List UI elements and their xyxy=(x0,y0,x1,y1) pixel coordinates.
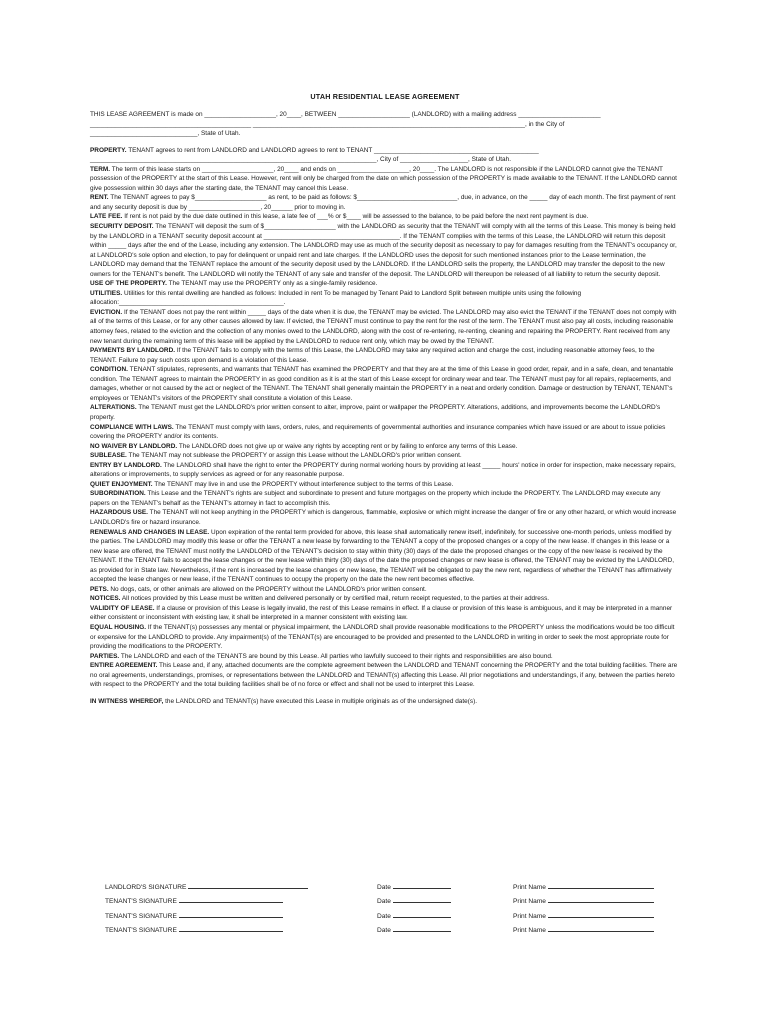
signature-label: LANDLORD'S SIGNATURE xyxy=(105,884,187,892)
clause-heading: NOTICES. xyxy=(90,595,121,603)
clause-text: No dogs, cats, or other animals are allowed on the PROPERTY without the LANDLORD's prior written consent. xyxy=(110,585,427,593)
clause-text: This Lease and, if any, attached documents are the complete agreement between the LANDLORD and TENANT concerning the PROPERTY and the total building facilities. There are no oral agreements, understandings, promises, or representations between the LANDLORD and TENANT(s) affecting this Lease. All prior negotiations and understandings, if any, between the parties hereto with respect to the PROPERTY and the total building facilities shall be of no force or effect and shall not be used to interpret this Lease. xyxy=(90,662,678,689)
clause-heading: COMPLIANCE WITH LAWS. xyxy=(90,423,174,431)
lease-clause xyxy=(90,165,680,194)
clause-text: All notices provided by this Lease must be written and delivered personally or by certified mail, return receipt requested, to the parties at their address. xyxy=(121,595,550,603)
clause-heading: SECURITY DEPOSIT. xyxy=(90,223,154,231)
lease-clause xyxy=(90,528,680,585)
clause-text: TENANT stipulates, represents, and warrants that TENANT has examined the PROPERTY and that they are at the time of this Lease in good order, repair, and in a safe, clean, and tenantable condition. The TENANT agrees to maintain the PROPERTY in as good condition as it is at the start of this Lease except for ordinary wear and tear. The TENANT must pay for all repairs, replacements, and damages, whether or not caused by the act or neglect of the TENANT. The TENANT shall generally maintain the PROPERTY in a neat and orderly condition. Damage or destruction by TENANT, TENANT's employees or TENANT's visitors of the PROPERTY shall constitute a violation of this Lease. xyxy=(90,366,674,402)
clause-heading: VALIDITY OF LEASE. xyxy=(90,604,155,612)
document-title: UTAH RESIDENTIAL LEASE AGREEMENT xyxy=(310,92,460,101)
print-name-label: Print Name xyxy=(513,898,546,906)
clause-heading: QUIET ENJOYMENT. xyxy=(90,480,153,488)
clause-heading: UTILITIES. xyxy=(90,289,123,297)
lease-sections xyxy=(90,146,680,690)
clause-text: The TENANT may use the PROPERTY only as a single-family residence. xyxy=(168,280,378,288)
clause-heading: PAYMENTS BY LANDLORD. xyxy=(90,347,176,355)
lease-clause xyxy=(90,146,680,165)
signature-row xyxy=(105,905,675,919)
clause-text: The term of this lease starts on ____________________, 20____ and ends on ____________________, 20____. The LANDLORD is not responsible if the LANDLORD cannot give the TENANT possession of the PROPERTY at the start of this Lease. However, rent will only be charged from the date on which possession of the PROPERTY is made available to the TENANT. If the LANDLORD cannot give possession within 30 days after the starting date, the TENANT may cancel this Lease. xyxy=(90,165,677,192)
lease-clause xyxy=(90,423,680,442)
date-label: Date xyxy=(377,884,391,892)
lease-clause xyxy=(90,279,680,289)
witness-heading: IN WITNESS WHEREOF, xyxy=(90,697,164,705)
clause-heading: ENTRY BY LANDLORD. xyxy=(90,461,162,469)
clause-heading: RENEWALS AND CHANGES IN LEASE. xyxy=(90,528,210,536)
lease-clause xyxy=(90,623,680,652)
lease-clause xyxy=(90,508,680,527)
intro-line: THIS LEASE AGREEMENT is made on ____________________, 20____, BETWEEN ____________________ (LANDLORD) with a mailing address _______________________ xyxy=(90,111,601,118)
lease-clause xyxy=(90,365,680,403)
lease-clause xyxy=(90,346,680,365)
clause-text: Upon expiration of the rental term provided for above, this lease shall automatically renew itself, indefinitely, for successive one-month periods, unless modified by the parties. The LANDLORD may modify this lease or offer the TENANT a new lease by forwarding to the TENANT a copy of the proposed changes or a copy of the new lease. If changes in this lease or a new lease are offered, the TENANT must notify the LANDLORD of the TENANT's decision to stay within thirty (30) days of the date the proposed changes or the copy of the new lease is received by the TENANT. If the TENANT fails to accept the lease changes or the new lease within thirty (30) days of the date the proposed changes or new lease is offered, the TENANT may be evicted by the LANDLORD, as provided for in State law. Nevertheless, if the rent is increased by the lease changes or new lease, the TENANT will be obligated to pay the new rent, regardless of whether the TENANT has affirmatively accepted the lease changes or new lease, if the TENANT continues to occupy the property on the date the new rent becomes effective. xyxy=(90,528,675,584)
clause-text: Utilities for this rental dwelling are handled as follows: Included in rent To be managed by Tenant Paid to Landlord Split between multiple units using the following allocation:______________________________________________. xyxy=(90,289,582,307)
clause-text: If a clause or provision of this Lease is legally invalid, the rest of this Lease remains in effect. If a clause or provision of this lease is ambiguous, and it may be interpreted in a manner either consistent or inconsistent with existing law, it shall be interpreted in a manner consistent with existing law. xyxy=(90,604,673,622)
date-label: Date xyxy=(377,926,391,934)
print-name-line[interactable] xyxy=(548,925,654,932)
print-name-line[interactable] xyxy=(548,882,654,889)
date-label: Date xyxy=(377,898,391,906)
clause-text: If the TENANT(s) possesses any mental or physical impairment, the LANDLORD shall provide reasonable modifications to the PROPERTY unless the modifications would be too difficult or expensive for the LANDLORD to provide. Any impairment(s) of the TENANT(s) are encouraged to be provided and presented to the LANDLORD in writing in order to seek the most appropriate route for providing the modifications to the PROPERTY. xyxy=(90,623,675,651)
lease-clause xyxy=(90,289,680,308)
date-line[interactable] xyxy=(393,925,451,932)
lease-clause xyxy=(90,652,680,662)
signature-line[interactable] xyxy=(179,896,283,903)
clause-text: The TENANT may not sublease the PROPERTY or assign this Lease without the LANDLORD's prior written consent. xyxy=(128,452,462,460)
signature-label: TENANT'S SIGNATURE xyxy=(105,926,177,934)
clause-heading: NO WAIVER BY LANDLORD. xyxy=(90,442,178,450)
print-name-line[interactable] xyxy=(548,896,654,903)
signature-block xyxy=(105,877,675,934)
lease-document xyxy=(90,92,680,713)
clause-text: The TENANT agrees to pay $____________________ as rent, to be paid as follows: $____________________________, due, in advance, on the _____ day of each month. The first payment of rent and any security deposit is due by ____________________, 20______ prior to moving in. xyxy=(90,194,676,211)
clause-heading: SUBORDINATION. xyxy=(90,490,146,498)
lease-clause xyxy=(90,212,680,222)
lease-clause xyxy=(90,661,680,690)
print-name-label: Print Name xyxy=(513,926,546,934)
signature-line[interactable] xyxy=(188,882,308,889)
clause-heading: SUBLEASE. xyxy=(90,452,127,460)
lease-clause xyxy=(90,222,680,279)
signature-label: TENANT'S SIGNATURE xyxy=(105,912,177,920)
clause-heading: HAZARDOUS USE. xyxy=(90,509,148,517)
print-name-line[interactable] xyxy=(548,911,654,918)
lease-clause xyxy=(90,480,680,490)
signature-row xyxy=(105,877,675,891)
date-line[interactable] xyxy=(393,882,451,889)
lease-clause xyxy=(90,594,680,604)
lease-clause xyxy=(90,308,680,346)
clause-heading: TERM. xyxy=(90,165,111,173)
clause-text: The LANDLORD and each of the TENANTS are bound by this Lease. All parties who lawfully succeed to their rights and responsibilities are also bound. xyxy=(120,652,553,660)
clause-heading: EQUAL HOUSING. xyxy=(90,623,147,631)
clause-text: The TENANT must comply with laws, orders, rules, and requirements of governmental authorities and insurance companies which have issued or are about to issue policies covering the PROPERTY and/or its contents. xyxy=(90,423,666,441)
date-line[interactable] xyxy=(393,911,451,918)
clause-heading: CONDITION. xyxy=(90,366,128,374)
clause-text: If the TENANT fails to comply with the terms of this Lease, the LANDLORD may take any required action and charge the cost, including reasonable attorney fees, to the TENANT. Failure to pay such costs upon demand is a violation of this Lease. xyxy=(90,347,655,364)
signature-row xyxy=(105,920,675,934)
clause-heading: EVICTION. xyxy=(90,308,123,316)
intro-paragraph xyxy=(90,110,680,139)
clause-heading: PARTIES. xyxy=(90,652,120,660)
clause-text: TENANT agrees to rent from LANDLORD and LANDLORD agrees to rent to TENANT ______________________________________________ ________________________________________________________________________________, City of ___________________, State of Utah. xyxy=(90,146,539,164)
print-name-label: Print Name xyxy=(513,912,546,920)
clause-heading: USE OF THE PROPERTY. xyxy=(90,280,167,288)
clause-heading: ALTERATIONS. xyxy=(90,404,137,412)
lease-clause xyxy=(90,604,680,623)
clause-text: The TENANT may live in and use the PROPERTY without interference subject to the terms of this Lease. xyxy=(154,480,454,488)
clause-text: The TENANT must get the LANDLORD's prior written consent to alter, improve, paint or wallpaper the PROPERTY. Alterations, additions, and improvements become the LANDLORD's property. xyxy=(90,404,661,421)
clause-text: This Lease and the TENANT's rights are subject and subordinate to present and future mortgages on the property which include the PROPERTY. The LANDLORD may execute any papers on the TENANT's behalf as the TENANT's attorney in fact to accomplish this. xyxy=(90,490,661,507)
clause-heading: LATE FEE. xyxy=(90,213,123,221)
clause-heading: PROPERTY. xyxy=(90,146,127,154)
date-line[interactable] xyxy=(393,896,451,903)
lease-clause xyxy=(90,403,680,422)
lease-clause xyxy=(90,451,680,461)
date-label: Date xyxy=(377,912,391,920)
witness-text: the LANDLORD and TENANT(s) have executed this Lease in multiple originals as of the undersigned date(s). xyxy=(165,697,478,705)
signature-line[interactable] xyxy=(179,911,283,918)
signature-label: TENANT'S SIGNATURE xyxy=(105,898,177,906)
clause-text: The LANDLORD does not give up or waive any rights by accepting rent or by failing to enforce any terms of this Lease. xyxy=(178,442,518,450)
intro-line: _____________________________________________ ____________________________________________________________________________, in the City of xyxy=(90,120,565,128)
lease-clause xyxy=(90,442,680,452)
signature-line[interactable] xyxy=(179,925,283,932)
lease-clause xyxy=(90,461,680,480)
clause-heading: ENTIRE AGREEMENT. xyxy=(90,662,158,670)
intro-line: ______________________________, State of Utah. xyxy=(90,130,241,138)
clause-text: If rent is not paid by the due date outlined in this lease, a late fee of ___% or $____ will be assessed to the balance, to be paid before the next rent payment is due. xyxy=(124,213,589,221)
lease-clause xyxy=(90,489,680,508)
clause-text: The TENANT will deposit the sum of $____________________ with the LANDLORD as security that the TENANT will comply with all the terms of this Lease. This money is being held by the LANDLORD in a TENANT security deposit account at ______________________________________. If the TENANT complies with the terms of this Lease, the LANDLORD will return this deposit within _____ days after the end of the Lease, including any extension. The LANDLORD may use as much of the security deposit as necessary to pay for damages resulting from the TENANT's occupancy or, at LANDLORD's sole option and election, to pay for delinquent or unpaid rent and late charges. If the LANDLORD uses the deposit for such mentioned instances prior to the Lease termination, the LANDLORD may demand that the TENANT replace the amount of the security deposit used by the LANDLORD. If the LANDLORD sells the property, the LANDLORD may transfer the deposit to the new owners for the TENANT's benefit. The LANDLORD will notify the TENANT of any sale and transfer of the deposit. The LANDLORD will thereupon be released of all liability to return the security deposit. xyxy=(90,223,677,278)
print-name-label: Print Name xyxy=(513,884,546,892)
clause-text: The LANDLORD shall have the right to enter the PROPERTY during normal working hours by providing at least _____ hours' notice in order for inspection, make necessary repairs, alterations or improvements, to supply services as agreed or for any reasonable purpose. xyxy=(90,461,676,479)
clause-text: The TENANT will not keep anything in the PROPERTY which is dangerous, flammable, explosive or which might increase the danger of fire or any other hazard, or which would increase LANDLORD's fire or hazard insurance. xyxy=(90,509,677,526)
witness-clause xyxy=(90,697,680,707)
clause-text: If the TENANT does not pay the rent within _____ days of the date when it is due, the TENANT may be evicted. The LANDLORD may also evict the TENANT if the TENANT does not comply with all of the terms of this Lease, or for any other causes allowed by law. If evicted, the TENANT must continue to pay the rent for the rest of the term. The TENANT must also pay all costs, including reasonable attorney fees, related to the eviction and the collection of any monies owed to the LANDLORD, along with the cost of re-entering, re-renting, cleaning and repairing the PROPERTY. Rent received from any new tenant during the remaining term of this lease will be applied by the LANDLORD to reduce rent only, which may be owed by the TENANT. xyxy=(90,308,677,345)
clause-heading: RENT. xyxy=(90,194,109,202)
lease-clause xyxy=(90,585,680,595)
signature-row xyxy=(105,891,675,905)
lease-clause xyxy=(90,193,680,212)
clause-heading: PETS. xyxy=(90,585,109,593)
